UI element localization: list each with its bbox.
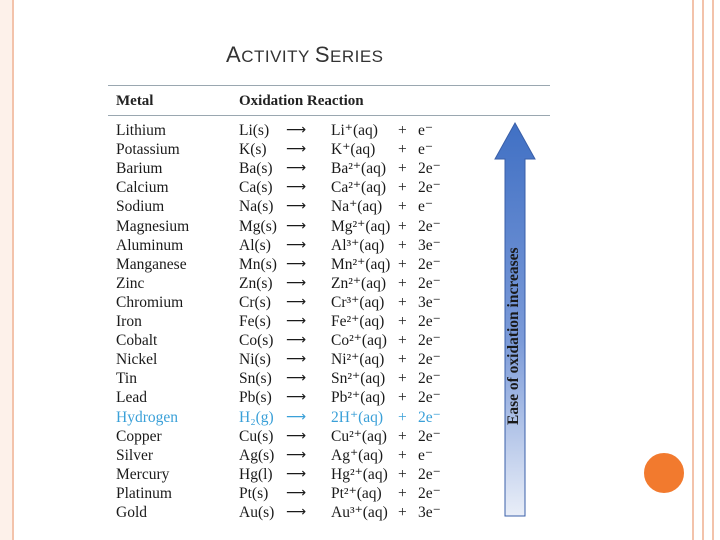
reaction-arrow: ⟶ <box>286 313 307 329</box>
electrons: 2e⁻ <box>418 160 441 178</box>
plus-sign: + <box>398 408 407 426</box>
plus-sign: + <box>398 160 407 178</box>
electrons: e⁻ <box>418 122 434 139</box>
header-bottom-rule <box>108 115 550 116</box>
reaction-arrow: ⟶ <box>286 389 307 406</box>
reaction-arrow: ⟶ <box>286 274 307 291</box>
slide-left-border <box>0 0 14 540</box>
reaction-arrow: ⟶ <box>286 255 307 272</box>
plus-sign: + <box>398 427 407 445</box>
electrons: e⁻ <box>418 198 434 216</box>
plus-sign: + <box>398 122 407 139</box>
plus-sign: + <box>398 351 407 369</box>
electrons: 2e⁻ <box>418 217 441 235</box>
plus-sign: + <box>398 465 407 483</box>
metal-name: Cobalt <box>116 332 158 350</box>
electrons: 2e⁻ <box>418 484 441 502</box>
table-row <box>108 446 508 465</box>
slide-title: ACTIVITY SERIES <box>226 42 384 67</box>
reactant: Na(s) <box>239 198 274 216</box>
reactant: H₂(g) <box>239 408 274 426</box>
product-ion: Mn²⁺(aq) <box>331 255 391 273</box>
plus-sign: + <box>398 217 407 235</box>
metal-name: Sodium <box>116 198 165 216</box>
metal-name: Hydrogen <box>116 408 178 426</box>
metal-name: Zinc <box>116 274 145 292</box>
reactant: Cr(s) <box>239 293 271 311</box>
metal-name: Aluminum <box>116 236 184 254</box>
plus-sign: + <box>398 332 407 350</box>
product-ion: Ca²⁺(aq) <box>331 179 386 197</box>
product-ion: Ag⁺(aq) <box>331 446 384 464</box>
product-ion: Zn²⁺(aq) <box>331 274 386 292</box>
metal-name: Nickel <box>116 351 158 369</box>
electrons: 2e⁻ <box>418 313 441 330</box>
header-top-rule <box>108 85 550 86</box>
table-row <box>108 369 508 388</box>
metal-name: Barium <box>116 160 163 178</box>
reaction-arrow: ⟶ <box>286 198 307 215</box>
plus-sign: + <box>398 255 407 273</box>
plus-sign: + <box>398 274 407 292</box>
plus-sign: + <box>398 313 407 330</box>
reactant: Ni(s) <box>239 351 271 369</box>
table-row <box>108 274 508 293</box>
electrons: 3e⁻ <box>418 293 441 311</box>
activity-series-table <box>108 85 550 525</box>
arrow-label: Ease of oxidation increases <box>505 247 522 425</box>
table-row <box>108 331 508 350</box>
product-ion: Ni²⁺(aq) <box>331 351 385 369</box>
reactant: K(s) <box>239 141 267 159</box>
reaction-arrow: ⟶ <box>286 446 307 463</box>
electrons: 2e⁻ <box>418 370 441 388</box>
reactant: Mg(s) <box>239 217 277 235</box>
plus-sign: + <box>398 293 407 311</box>
reaction-arrow: ⟶ <box>286 332 307 349</box>
slide-right-border <box>688 0 720 540</box>
metal-name: Tin <box>116 370 137 388</box>
product-ion: Hg²⁺(aq) <box>331 465 388 483</box>
reactant: Pb(s) <box>239 389 272 407</box>
arrow-label-svg <box>500 120 530 430</box>
metal-name: Magnesium <box>116 217 190 235</box>
product-ion: Au³⁺(aq) <box>331 504 388 521</box>
reaction-arrow: ⟶ <box>286 484 307 501</box>
table-row <box>108 236 508 255</box>
reaction-arrow: ⟶ <box>286 122 307 138</box>
metal-name: Silver <box>116 446 154 464</box>
product-ion: Al³⁺(aq) <box>331 236 385 254</box>
table-row <box>108 217 508 236</box>
plus-sign: + <box>398 504 407 521</box>
reactant: Al(s) <box>239 236 271 254</box>
electrons: 2e⁻ <box>418 465 441 483</box>
metal-name: Lithium <box>116 122 166 139</box>
plus-sign: + <box>398 179 407 197</box>
product-ion: Cr³⁺(aq) <box>331 293 385 311</box>
product-ion: Cu²⁺(aq) <box>331 427 387 445</box>
reaction-arrow: ⟶ <box>286 504 307 520</box>
electrons: e⁻ <box>418 141 434 159</box>
product-ion: K⁺(aq) <box>331 141 376 159</box>
table-row <box>108 503 508 522</box>
reaction-arrow: ⟶ <box>286 179 307 196</box>
plus-sign: + <box>398 141 407 159</box>
reactant: Li(s) <box>239 122 270 139</box>
plus-sign: + <box>398 446 407 464</box>
arrow-label-wrap <box>500 120 530 425</box>
product-ion: Sn²⁺(aq) <box>331 370 386 388</box>
plus-sign: + <box>398 236 407 254</box>
table-row <box>108 350 508 369</box>
reaction-arrow: ⟶ <box>286 351 307 368</box>
metal-name: Iron <box>116 313 142 330</box>
reaction-arrow: ⟶ <box>286 370 307 387</box>
reactant: Pt(s) <box>239 484 269 502</box>
table-row <box>108 408 508 427</box>
reactant: Hg(l) <box>239 465 273 483</box>
table-row <box>108 159 508 178</box>
reactant: Sn(s) <box>239 370 272 388</box>
electrons: 2e⁻ <box>418 255 441 273</box>
metal-name: Manganese <box>116 255 187 273</box>
electrons: 3e⁻ <box>418 504 441 521</box>
metal-name: Calcium <box>116 179 169 197</box>
table-row <box>108 312 508 331</box>
electrons: 3e⁻ <box>418 236 441 254</box>
table-row <box>108 178 508 197</box>
decorative-orange-circle <box>641 450 687 496</box>
reaction-arrow: ⟶ <box>286 217 307 234</box>
electrons: e⁻ <box>418 446 434 464</box>
reactant: Fe(s) <box>239 313 271 330</box>
reactant: Ag(s) <box>239 446 275 464</box>
table-row <box>108 427 508 446</box>
reactant: Mn(s) <box>239 255 277 273</box>
metal-name: Potassium <box>116 141 180 159</box>
product-ion: 2H⁺(aq) <box>331 408 384 426</box>
header-metal: Metal <box>116 93 154 109</box>
product-ion: Pt²⁺(aq) <box>331 484 382 502</box>
plus-sign: + <box>398 389 407 407</box>
table-row <box>108 465 508 484</box>
reactant: Zn(s) <box>239 274 273 292</box>
product-ion: Pb²⁺(aq) <box>331 389 386 407</box>
metal-name: Mercury <box>116 465 170 483</box>
reactant: Co(s) <box>239 332 274 350</box>
product-ion: Na⁺(aq) <box>331 198 383 216</box>
reaction-arrow: ⟶ <box>286 465 307 482</box>
electrons: 2e⁻ <box>418 427 441 445</box>
reaction-arrow: ⟶ <box>286 141 307 158</box>
metal-name: Copper <box>116 427 162 445</box>
reactant: Cu(s) <box>239 427 274 445</box>
reaction-arrow: ⟶ <box>286 293 307 310</box>
header-oxidation-reaction: Oxidation Reaction <box>239 93 364 109</box>
product-ion: Mg²⁺(aq) <box>331 217 391 235</box>
metal-name: Lead <box>116 389 147 407</box>
table-row <box>108 484 508 503</box>
electrons: 2e⁻ <box>418 179 441 197</box>
metal-name: Platinum <box>116 484 172 502</box>
metal-name: Chromium <box>116 293 184 311</box>
table-row <box>108 140 508 159</box>
product-ion: Ba²⁺(aq) <box>331 160 386 178</box>
plus-sign: + <box>398 484 407 502</box>
plus-sign: + <box>398 198 407 216</box>
electrons: 2e⁻ <box>418 389 441 407</box>
reaction-arrow: ⟶ <box>286 236 307 253</box>
reactant: Ca(s) <box>239 179 273 197</box>
product-ion: Li⁺(aq) <box>331 122 378 139</box>
reaction-arrow: ⟶ <box>286 160 307 177</box>
electrons: 2e⁻ <box>418 274 441 292</box>
table-row <box>108 121 508 140</box>
electrons: 2e⁻ <box>418 332 441 350</box>
product-ion: Co²⁺(aq) <box>331 332 387 350</box>
reactant: Au(s) <box>239 504 275 521</box>
electrons: 2e⁻ <box>418 351 441 369</box>
table-row <box>108 197 508 216</box>
product-ion: Fe²⁺(aq) <box>331 313 385 330</box>
table-row <box>108 255 508 274</box>
reaction-arrow: ⟶ <box>286 427 307 444</box>
table-row <box>108 388 508 407</box>
reaction-arrow: ⟶ <box>286 408 307 425</box>
electrons: 2e⁻ <box>418 408 441 426</box>
table-row <box>108 293 508 312</box>
metal-name: Gold <box>116 504 147 521</box>
plus-sign: + <box>398 370 407 388</box>
reactant: Ba(s) <box>239 160 273 178</box>
